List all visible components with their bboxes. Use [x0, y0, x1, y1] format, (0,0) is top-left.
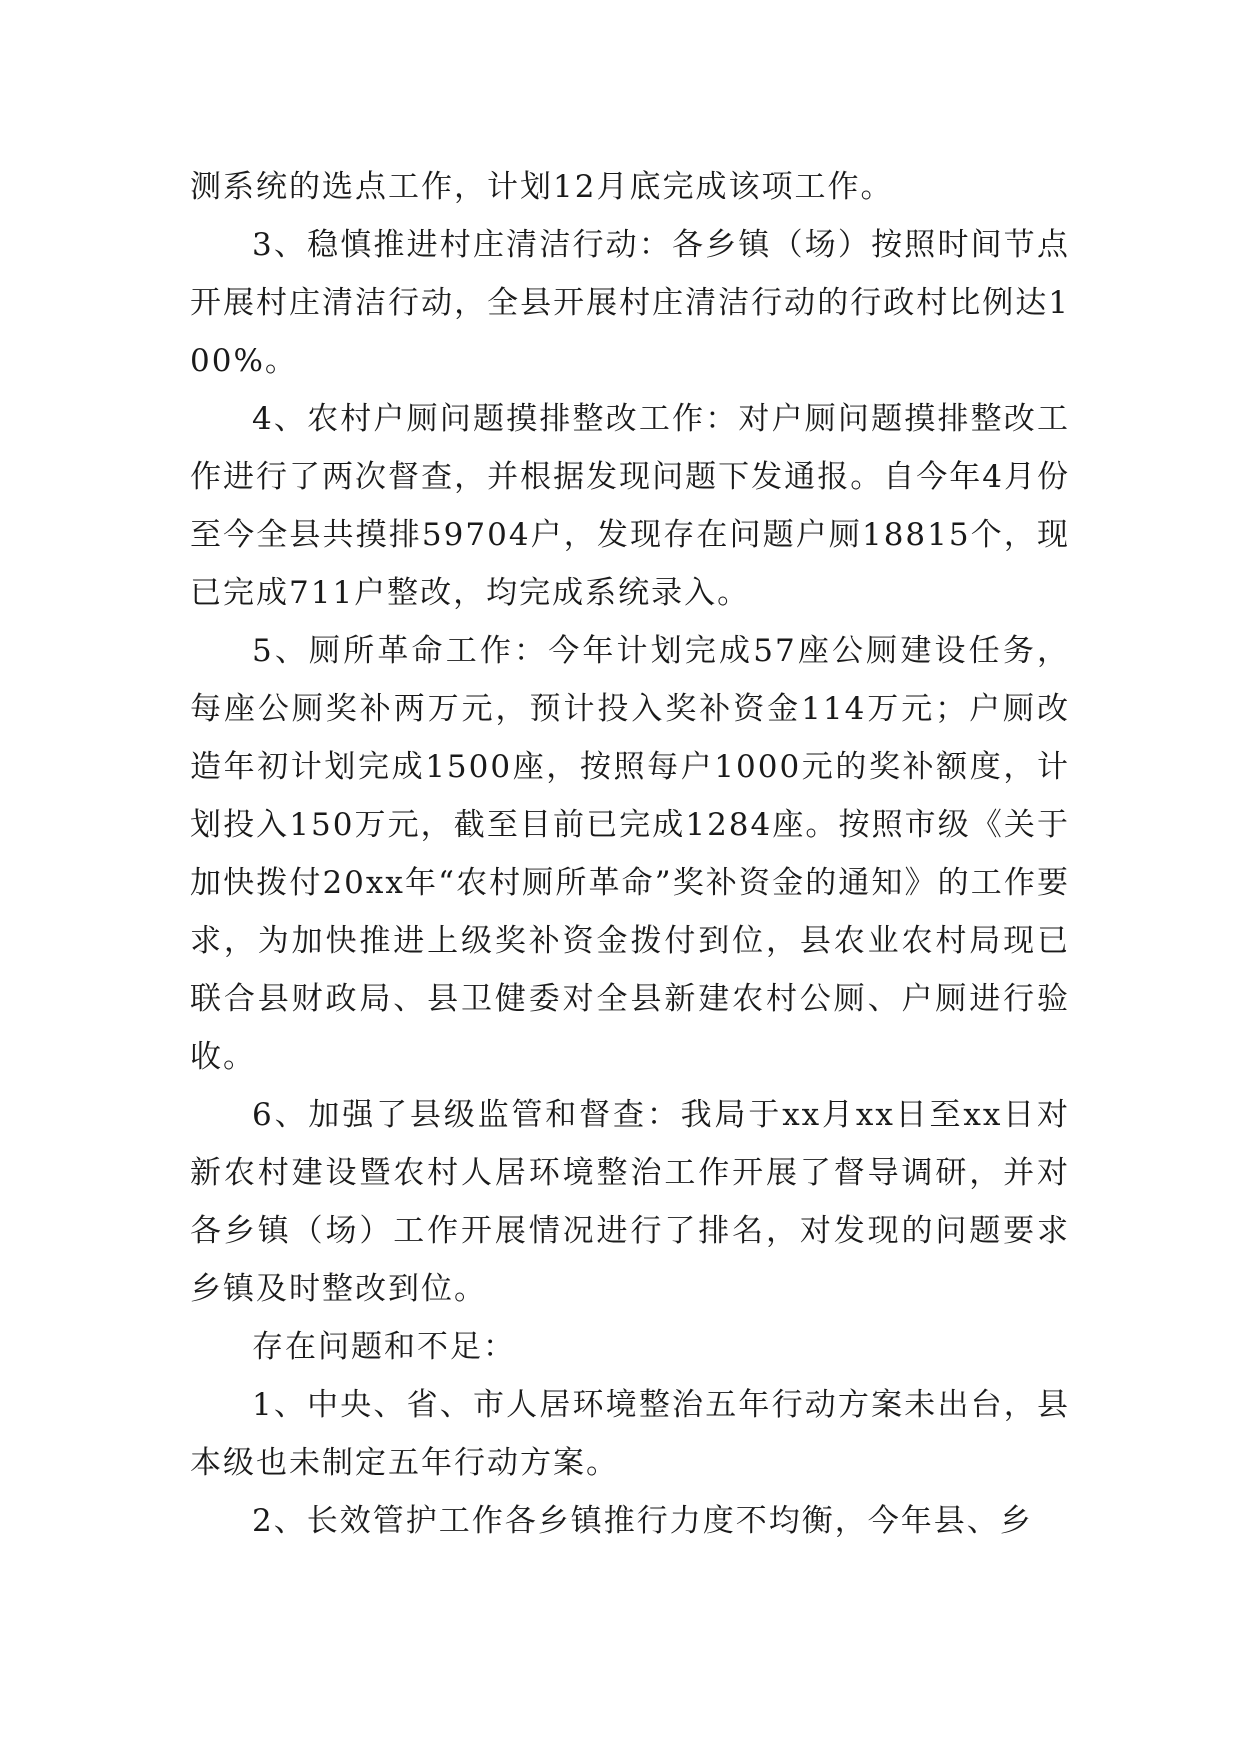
paragraph-item-4: 4、农村户厕问题摸排整改工作：对户厕问题摸排整改工作进行了两次督查，并根据发现问题下发通报。自今年4月份至今全县共摸排59704户，发现存在问题户厕18815个，现已完成711户整改，均完成系统录入。 — [190, 401, 1070, 611]
paragraph-problem-1: 1、中央、省、市人居环境整治五年行动方案未出台，县本级也未制定五年行动方案。 — [190, 1387, 1070, 1481]
paragraph-item-3: 3、稳慎推进村庄清洁行动：各乡镇（场）按照时间节点开展村庄清洁行动，全县开展村庄清洁行动的行政村比例达100%。 — [190, 227, 1070, 379]
document-body — [190, 158, 1070, 1550]
paragraph-problem-2: 2、长效管护工作各乡镇推行力度不均衡，今年县、乡 — [252, 1503, 1033, 1539]
section-heading-problems: 存在问题和不足： — [252, 1329, 516, 1365]
paragraph-continued: 测系统的选点工作，计划12月底完成该项工作。 — [190, 169, 894, 205]
paragraph-item-5: 5、厕所革命工作：今年计划完成57座公厕建设任务，每座公厕奖补两万元，预计投入奖补资金114万元；户厕改造年初计划完成1500座，按照每户1000元的奖补额度，计划投入150万元，截至目前已完成1284座。按照市级《关于加快拨付20xx年“农村厕所革命”奖补资金的通知》的工作要求，为加快推进上级奖补资金拨付到位，县农业农村局现已联合县财政局、县卫健委对全县新建农村公厕、户厕进行验收。 — [190, 633, 1070, 1075]
paragraph-item-6: 6、加强了县级监管和督查：我局于xx月xx日至xx日对新农村建设暨农村人居环境整治工作开展了督导调研，并对各乡镇（场）工作开展情况进行了排名，对发现的问题要求乡镇及时整改到位。 — [190, 1097, 1070, 1307]
